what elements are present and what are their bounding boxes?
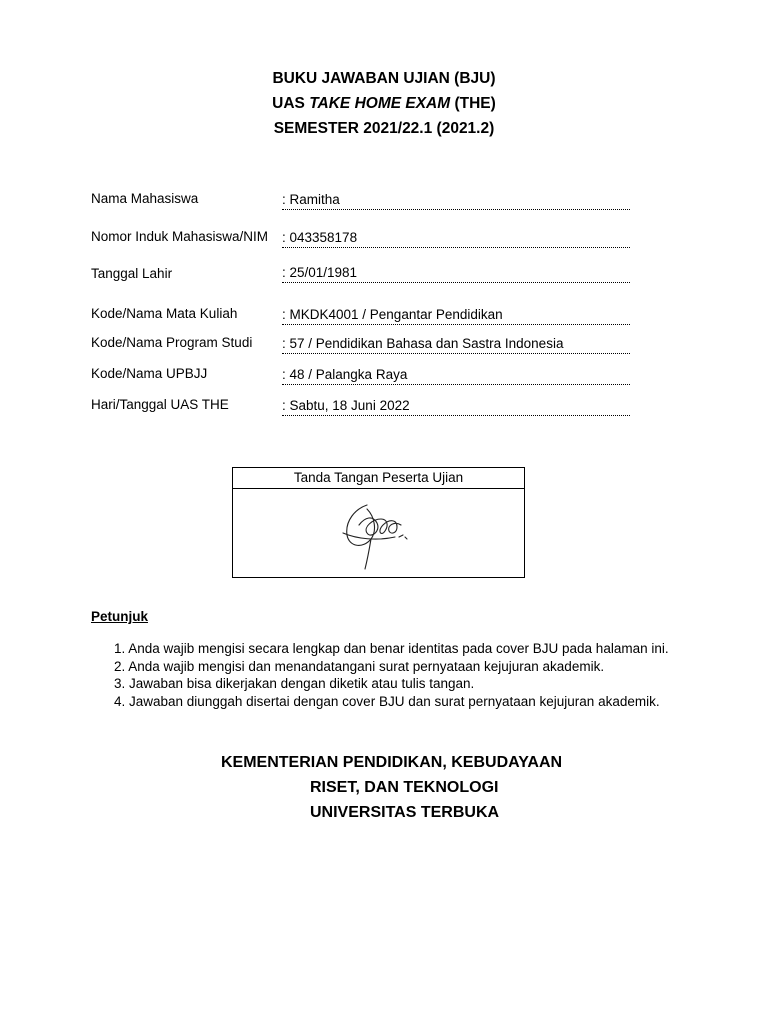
document-title: [0, 66, 768, 141]
title-line-1: BUKU JAWABAN UJIAN (BJU): [272, 70, 496, 87]
field-row-nim: [91, 229, 631, 249]
list-item: 3. Jawaban bisa dikerjakan dengan diketik atau tulis tangan.: [114, 676, 475, 691]
field-row-mata-kuliah: [91, 306, 631, 326]
instructions-list: [114, 640, 714, 710]
field-value: : Ramitha: [282, 191, 630, 210]
field-row-nama: [91, 191, 631, 211]
field-value: : 48 / Palangka Raya: [282, 366, 630, 385]
list-item: 2. Anda wajib mengisi dan menandatangani surat pernyataan kejujuran akademik.: [114, 658, 605, 674]
footer-line-1: KEMENTERIAN PENDIDIKAN, KEBUDAYAAN: [221, 754, 563, 771]
field-value: : 25/01/1981: [282, 264, 630, 283]
field-label: Kode/Nama UPBJJ: [91, 366, 208, 381]
field-label: Kode/Nama Program Studi: [91, 335, 253, 350]
field-label: Tanggal Lahir: [91, 266, 173, 281]
field-value: : 043358178: [282, 229, 630, 248]
footer-line-3: UNIVERSITAS TERBUKA: [310, 804, 500, 821]
signature-area: [233, 489, 524, 578]
title-line-2-italic: TAKE HOME EXAM: [309, 95, 451, 112]
title-line-2: [0, 91, 768, 116]
title-line-3: SEMESTER 2021/22.1 (2021.2): [273, 120, 495, 137]
instructions-title: Petunjuk: [91, 609, 149, 624]
title-line-2-prefix: UAS: [272, 95, 310, 112]
field-row-program-studi: [91, 335, 631, 355]
field-label: Hari/Tanggal UAS THE: [91, 397, 229, 412]
title-line-2-suffix: (THE): [450, 95, 496, 112]
footer-line-2: RISET, DAN TEKNOLOGI: [310, 779, 499, 796]
signature-box: [232, 467, 525, 578]
field-label: Kode/Nama Mata Kuliah: [91, 306, 238, 321]
field-value: : Sabtu, 18 Juni 2022: [282, 397, 630, 416]
field-label: Nama Mahasiswa: [91, 191, 199, 206]
field-label: Nomor Induk Mahasiswa/NIM: [91, 229, 269, 244]
list-item: 1. Anda wajib mengisi secara lengkap dan benar identitas pada cover BJU pada halaman ini.: [114, 641, 669, 656]
field-row-upbjj: [91, 366, 631, 386]
field-value: : MKDK4001 / Pengantar Pendidikan: [282, 306, 630, 325]
signature-header: Tanda Tangan Peserta Ujian: [233, 468, 524, 489]
field-row-hari-tanggal: [91, 397, 631, 417]
field-row-tanggal-lahir: [91, 266, 631, 286]
field-value: : 57 / Pendidikan Bahasa dan Sastra Indonesia: [282, 335, 630, 354]
handwritten-signature: [337, 495, 417, 575]
list-item: 4. Jawaban diunggah disertai dengan cover BJU dan surat pernyataan kejujuran akademik.: [114, 693, 660, 709]
